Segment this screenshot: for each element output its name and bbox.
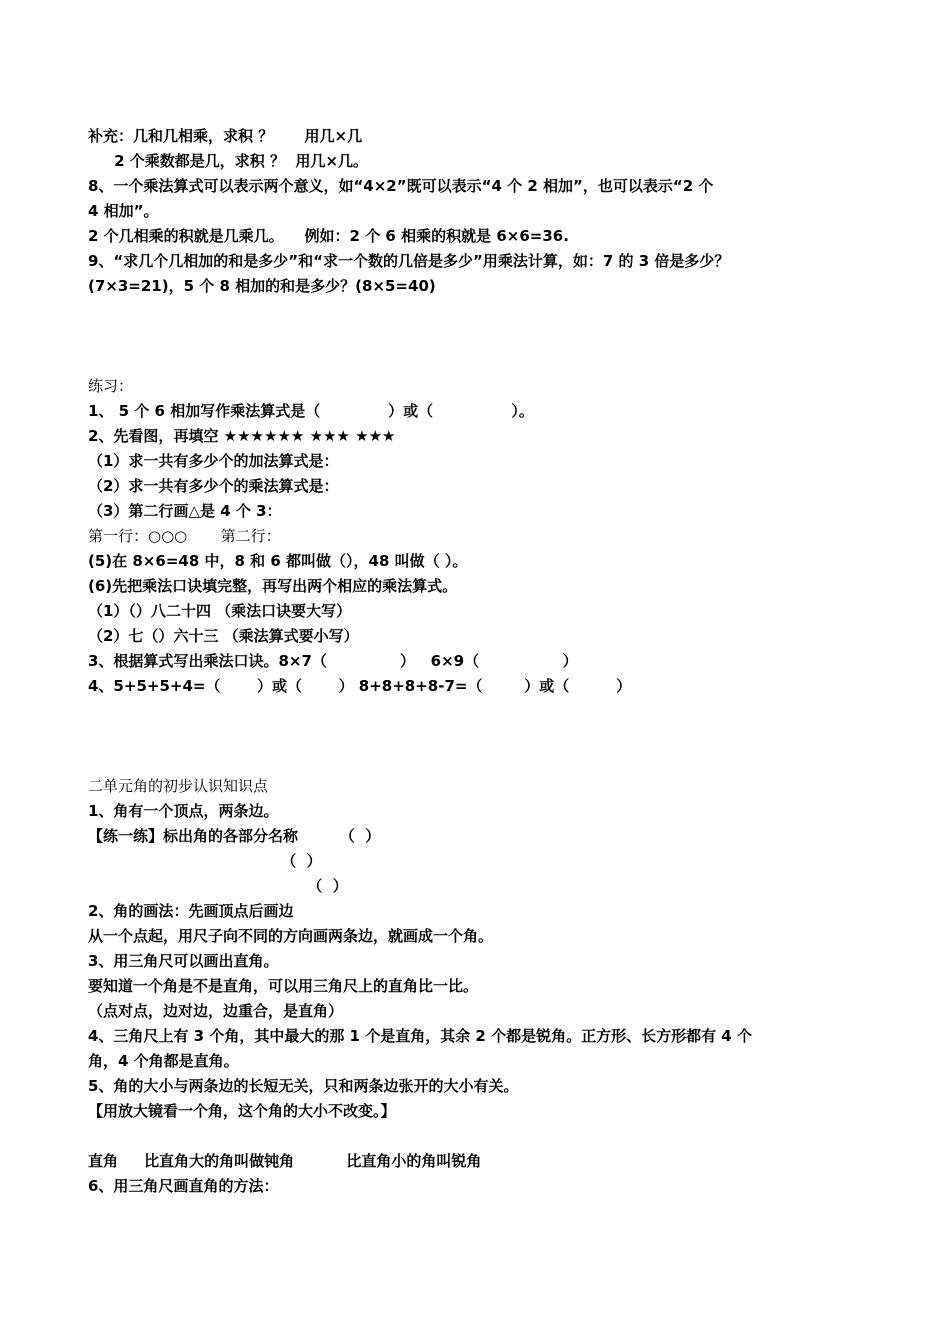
- practice-q3: 3、根据算式写出乘法口诀。8×7（ ） 6×9（ ）: [88, 652, 578, 670]
- unit2-point-3: 3、用三角尺可以画出直角。: [88, 952, 279, 970]
- unit2-point-1: 1、角有一个顶点，两条边。: [88, 802, 279, 820]
- unit2-magnifier-note: 【用放大镜看一个角，这个角的大小不改变。】: [88, 1102, 396, 1120]
- practice-q6: (6)先把乘法口诀填完整，再写出两个相应的乘法算式。: [88, 577, 458, 595]
- unit2-right-angle-check: 要知道一个角是不是直角，可以用三角尺上的直角比一比。: [88, 977, 479, 995]
- example-line: 2 个几相乘的积就是几乘几。 例如：2 个 6 相乘的积就是 6×6=36.: [88, 227, 569, 245]
- unit2-blank-3: （ ）: [88, 877, 348, 895]
- practice-q6-1: （1）（）八二十四 （乘法口诀要大写）: [88, 602, 352, 620]
- unit2-angle-types: 直角 比直角大的角叫做钝角 比直角小的角叫锐角: [88, 1152, 482, 1170]
- practice-q6-2: （2）七（）六十三 （乘法算式要小写）: [88, 627, 359, 645]
- unit2-rule: （点对点，边对边，边重合，是直角）: [88, 1002, 344, 1020]
- practice-q1: 1、 5 个 6 相加写作乘法算式是（ ）或（ ）。: [88, 402, 534, 420]
- point-9-line-2: (7×3=21)，5 个 8 相加的和是多少？(8×5=40): [88, 277, 436, 295]
- point-9-line-1: 9、“求几个几相加的和是多少”和“求一个数的几倍是多少”用乘法计算，如：7 的 3 倍是多少？: [88, 252, 730, 270]
- unit2-point-5: 5、角的大小与两条边的长短无关，只和两条边张开的大小有关。: [88, 1077, 519, 1095]
- practice-rows: 第一行：○○○ 第二行：: [88, 527, 281, 545]
- practice-q5: (5)在 8×6=48 中，8 和 6 都叫做（），48 叫做（ ）。: [88, 552, 468, 570]
- practice-heading: 练习：: [88, 377, 134, 395]
- unit2-point-4-line-2: 角，4 个角都是直角。: [88, 1052, 239, 1070]
- practice-q2: 2、先看图，再填空 ★★★★★★ ★★★ ★★★: [88, 427, 396, 445]
- unit2-blank-2: （ ）: [88, 852, 322, 870]
- supplement-line-2: 2 个乘数都是几，求积 ？ 用几×几。: [88, 152, 369, 170]
- unit2-drawing-method: 从一个点起，用尺子向不同的方向画两条边，就画成一个角。: [88, 927, 494, 945]
- practice-q2-2: （2）求一共有多少个的乘法算式是：: [88, 477, 339, 495]
- unit2-point-4-line-1: 4、三角尺上有 3 个角，其中最大的那 1 个是直角，其余 2 个都是锐角。正方形、长方形都有 4 个: [88, 1027, 752, 1045]
- practice-q4: 4、5+5+5+4=（ ）或（ ） 8+8+8+8-7=（ ）或（ ）: [88, 677, 632, 695]
- unit2-title: 二单元角的初步认识知识点: [88, 777, 269, 795]
- unit2-point-6: 6、用三角尺画直角的方法：: [88, 1177, 279, 1195]
- unit2-point-2: 2、角的画法：先画顶点后画边: [88, 902, 294, 920]
- practice-q2-3: （3）第二行画△是 4 个 3：: [88, 502, 282, 520]
- point-8-line-1: 8、一个乘法算式可以表示两个意义，如“4×2”既可以表示“4 个 2 相加”，也可以表示“2 个: [88, 177, 714, 195]
- supplement-line-1: 补充：几和几相乘，求积 ？ 用几×几: [88, 127, 363, 145]
- unit2-exercise: 【练一练】标出角的各部分名称 （ ）: [88, 827, 381, 845]
- point-8-line-2: 4 相加”。: [88, 202, 159, 220]
- practice-q2-1: （1）求一共有多少个的加法算式是：: [88, 452, 339, 470]
